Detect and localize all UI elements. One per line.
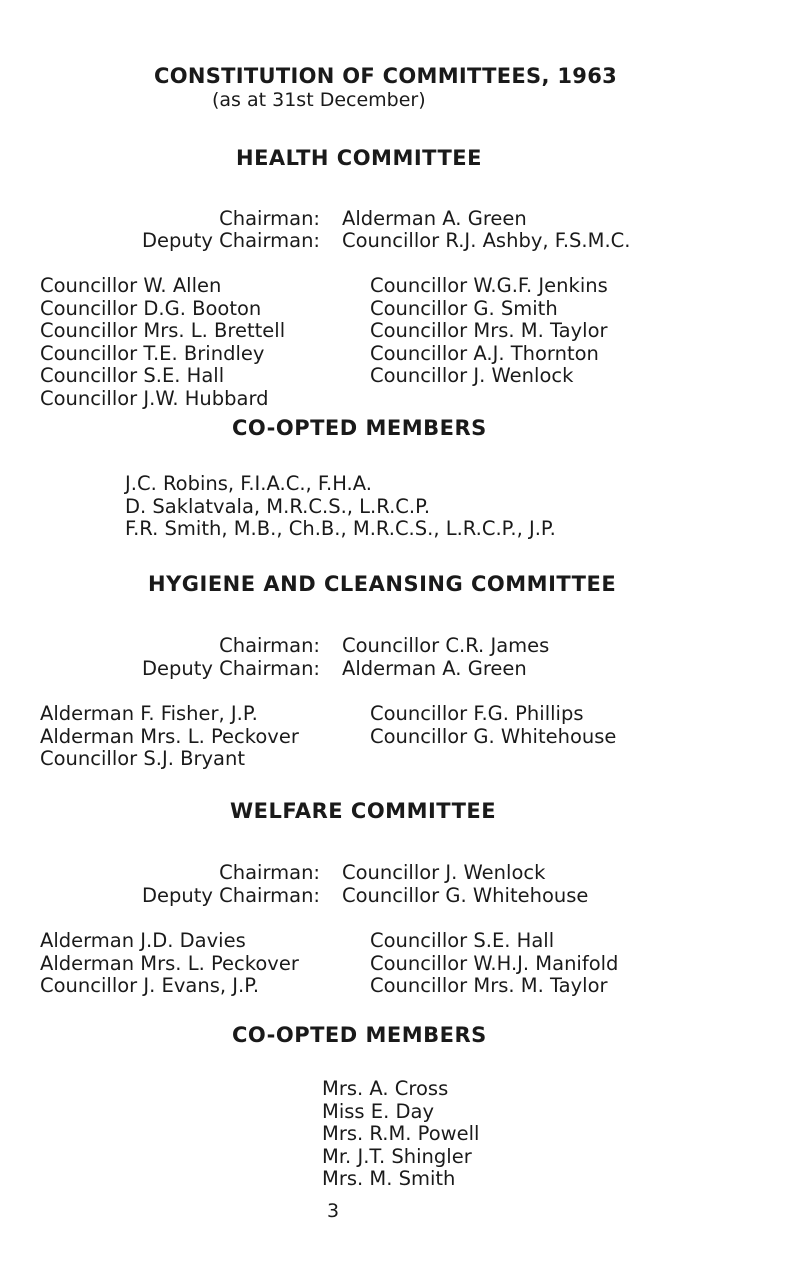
- member-name: Councillor J. Wenlock: [370, 364, 574, 387]
- member-name: Councillor S.J. Bryant: [40, 747, 245, 770]
- hygiene-chairman-label: Chairman:: [219, 634, 320, 657]
- member-name: Councillor T.E. Brindley: [40, 341, 265, 365]
- health-deputy-label: Deputy Chairman:: [141, 229, 320, 252]
- page-title: CONSTITUTION OF COMMITTEES, 1963: [154, 64, 618, 88]
- member-name: Councillor Mrs. L. Brettell: [40, 319, 286, 342]
- welfare-deputy-label: Deputy Chairman:: [141, 884, 320, 907]
- hygiene-deputy-name: Alderman A. Green: [342, 657, 527, 680]
- hygiene-chairman-name: Councillor C.R. James: [342, 634, 550, 657]
- member-name: Alderman Mrs. L. Peckover: [40, 724, 299, 748]
- member-name: Alderman Mrs. L. Peckover: [40, 951, 299, 975]
- health-chairman-name: Alderman A. Green: [342, 207, 527, 230]
- welfare-committee-heading: WELFARE COMMITTEE: [230, 799, 497, 823]
- health-members-left: [40, 275, 285, 410]
- health-members-right: [370, 275, 608, 388]
- member-name: Councillor J.W. Hubbard: [40, 386, 269, 410]
- welfare-chairman-label: Chairman:: [219, 861, 320, 884]
- coopted-member: J.C. Robins, F.I.A.C., F.H.A.: [125, 472, 372, 495]
- member-name: Alderman F. Fisher, J.P.: [40, 702, 258, 725]
- coopted-member: Mrs. M. Smith: [322, 1167, 456, 1190]
- member-name: Councillor G. Smith: [370, 296, 558, 320]
- health-coopted-list: [125, 473, 556, 541]
- coopted-member: Mrs. R.M. Powell: [322, 1122, 480, 1145]
- health-coopted-heading: CO-OPTED MEMBERS: [232, 416, 487, 440]
- member-name: Councillor Mrs. M. Taylor: [370, 974, 608, 997]
- member-name: Councillor S.E. Hall: [370, 929, 555, 952]
- hygiene-deputy-label: Deputy Chairman:: [141, 657, 320, 680]
- health-chairman-label: Chairman:: [219, 207, 320, 230]
- hygiene-committee-heading: HYGIENE AND CLEANSING COMMITTEE: [148, 572, 617, 596]
- member-name: Councillor J. Evans, J.P.: [40, 974, 260, 997]
- member-name: Councillor D.G. Booton: [40, 296, 262, 320]
- coopted-member: D. Saklatvala, M.R.C.S., L.R.C.P.: [125, 494, 431, 518]
- coopted-member: Mr. J.T. Shingler: [322, 1144, 472, 1168]
- coopted-member: Miss E. Day: [322, 1099, 434, 1123]
- member-name: Councillor W. Allen: [40, 274, 222, 297]
- member-name: Councillor W.H.J. Manifold: [370, 951, 619, 975]
- welfare-members-left: [40, 930, 299, 998]
- welfare-coopted-list: [322, 1078, 479, 1191]
- welfare-coopted-heading: CO-OPTED MEMBERS: [232, 1023, 487, 1047]
- page-subtitle: (as at 31st December): [212, 89, 426, 111]
- coopted-member: F.R. Smith, M.B., Ch.B., M.R.C.S., L.R.C.P., J.P.: [125, 517, 556, 540]
- health-deputy-name: Councillor R.J. Ashby, F.S.M.C.: [342, 229, 631, 252]
- member-name: Councillor A.J. Thornton: [370, 341, 599, 365]
- member-name: Councillor S.E. Hall: [40, 364, 225, 387]
- member-name: Alderman J.D. Davies: [40, 929, 246, 952]
- coopted-member: Mrs. A. Cross: [322, 1077, 449, 1100]
- welfare-members-right: [370, 930, 618, 998]
- member-name: Councillor G. Whitehouse: [370, 724, 617, 748]
- hygiene-members-right: [370, 703, 616, 748]
- welfare-deputy-name: Councillor G. Whitehouse: [342, 884, 589, 907]
- welfare-chairman-name: Councillor J. Wenlock: [342, 861, 546, 884]
- member-name: Councillor W.G.F. Jenkins: [370, 274, 608, 297]
- member-name: Councillor F.G. Phillips: [370, 702, 584, 725]
- page-number: 3: [327, 1200, 340, 1222]
- health-committee-heading: HEALTH COMMITTEE: [236, 146, 482, 170]
- hygiene-members-left: [40, 703, 299, 771]
- member-name: Councillor Mrs. M. Taylor: [370, 319, 608, 342]
